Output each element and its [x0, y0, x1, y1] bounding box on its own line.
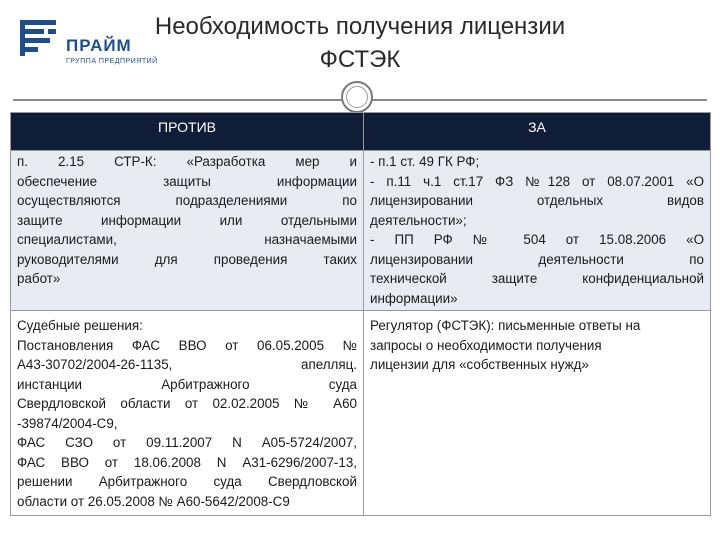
cell-line: осуществляются подразделениями по [17, 193, 357, 208]
logo-emblem-icon [14, 14, 62, 62]
cell-line: Свердловской области от 02.02.2005 № А60 [17, 396, 357, 411]
cell-line: Судебные решения: [17, 318, 143, 333]
table-row [11, 311, 711, 516]
divider-ring-icon [341, 81, 373, 113]
cell-line: инстанции Арбитражного суда [17, 376, 357, 392]
cell-line: руководителями для проведения таких [17, 251, 357, 267]
cell-line: информации» [370, 290, 458, 306]
header-against: ПРОТИВ [11, 113, 364, 151]
cell-line: деятельности»; [370, 212, 467, 228]
cell-line: - п.1 ст. 49 ГК РФ; [370, 154, 480, 169]
cell-line: решении Арбитражного суда Свердловской [17, 474, 357, 489]
cell-line: - ПП РФ № 504 от 15.08.2006 «О [370, 232, 704, 247]
cell-line: Регулятор (ФСТЭК): письменные ответы на [370, 318, 641, 333]
cell-line: обеспечение защиты информации [17, 173, 357, 189]
comparison-table [10, 112, 711, 516]
cell-line: специалистами, назначаемыми [17, 232, 357, 247]
company-logo [14, 14, 164, 78]
cell-line: лицензии для «собственных нужд» [370, 357, 589, 372]
header-for: ЗА [364, 113, 711, 151]
cell-line: лицензировании отдельных видов [370, 193, 704, 208]
logo-name: ПРАЙМ [66, 36, 132, 55]
cell-line: области от 26.05.2008 № А60-5642/2008-С9 [17, 493, 290, 509]
cell-for-laws [364, 151, 711, 311]
cell-against-standard [11, 151, 364, 311]
cell-line: ФАС СЗО от 09.11.2007 N А05-5724/2007, [17, 435, 357, 450]
cell-line: технической защите конфиденциальной [370, 271, 704, 286]
logo-subtitle: ГРУППА ПРЕДПРИЯТИЙ [66, 58, 158, 65]
cell-for-regulator [364, 311, 711, 516]
cell-line: Постановления ФАС ВВО от 06.05.2005 № [17, 337, 357, 353]
table-row [11, 151, 711, 311]
cell-against-court [11, 311, 364, 516]
cell-line: - п.11 ч.1 ст.17 ФЗ №128 от 08.07.2001 «О [370, 173, 704, 189]
cell-line: А43-30702/2004-26-1135, апелляц. [17, 357, 357, 372]
cell-line: защите информации или отдельными [17, 212, 357, 228]
cell-line: п. 2.15 СТР-К: «Разработка мер и [17, 154, 357, 169]
cell-line: лицензировании деятельности по [370, 251, 704, 267]
cell-line: запросы о необходимости получения [370, 337, 602, 353]
cell-line: -39874/2004-С9, [17, 415, 118, 431]
cell-line: работ» [17, 271, 61, 286]
page-title: Необходимость получения лицензии ФСТЭК [154, 13, 566, 73]
cell-line: ФАС ВВО от 18.06.2008 N А31-6296/2007-13, [17, 454, 357, 470]
